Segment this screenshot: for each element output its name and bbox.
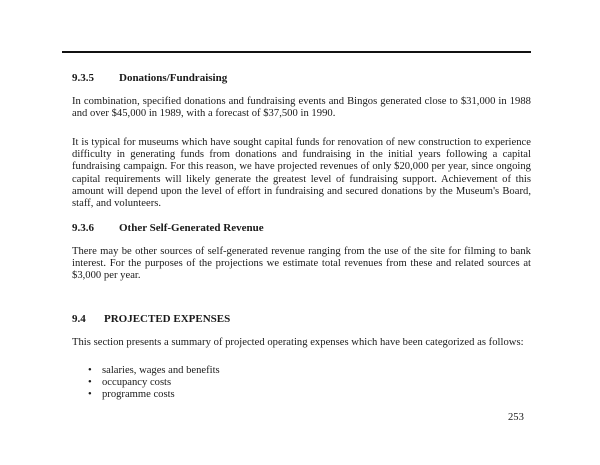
paragraph-donations-1: In combination, specified donations and fundraising events and Bingos generated close to $31,000 in 1988 and over $45,000 in 1989, with a forecast of $37,500 in 1990. [72, 96, 531, 120]
page-number: 253 [508, 412, 524, 423]
bullet-icon: • [88, 377, 92, 389]
list-item: • occupancy costs [88, 377, 172, 389]
paragraph-projected-expenses: This section presents a summary of projected operating expenses which have been categorized as follows: [72, 337, 524, 348]
bullet-icon: • [88, 389, 92, 401]
section-heading-projected-expenses [72, 313, 230, 325]
expense-category-list [88, 365, 220, 402]
list-item: • programme costs [88, 389, 175, 401]
section-number: 9.4 [72, 313, 86, 325]
section-heading-donations [72, 72, 227, 84]
section-title: PROJECTED EXPENSES [104, 313, 231, 325]
section-heading-other-revenue [72, 222, 264, 234]
section-number: 9.3.6 [72, 222, 94, 234]
section-title: Other Self-Generated Revenue [119, 222, 264, 234]
header-rule [62, 51, 531, 53]
paragraph-donations-2: It is typical for museums which have sought capital funds for renovation of new construction to experience difficulty in generating funds from donations and fundraising in the initial years following a capital fundraising campaign. For this reason, we have projected revenues of only $20,000 per year, since ongoing capital requirements will likely generate the greatest level of fundraising support. Achievement of this amount will depend upon the level of effort in fundraising and secured donations by the Museum's Board, staff, and volunteers. [72, 137, 531, 210]
bullet-icon: • [88, 365, 92, 376]
section-title: Donations/Fundraising [119, 72, 228, 84]
section-number: 9.3.5 [72, 72, 94, 84]
paragraph-other-revenue: There may be other sources of self-generated revenue ranging from the use of the site for filming to bank interest. For the purposes of the projections we estimate total revenues from these and related sources at $3,000 per year. [72, 246, 531, 282]
list-item: • salaries, wages and benefits [88, 365, 220, 376]
